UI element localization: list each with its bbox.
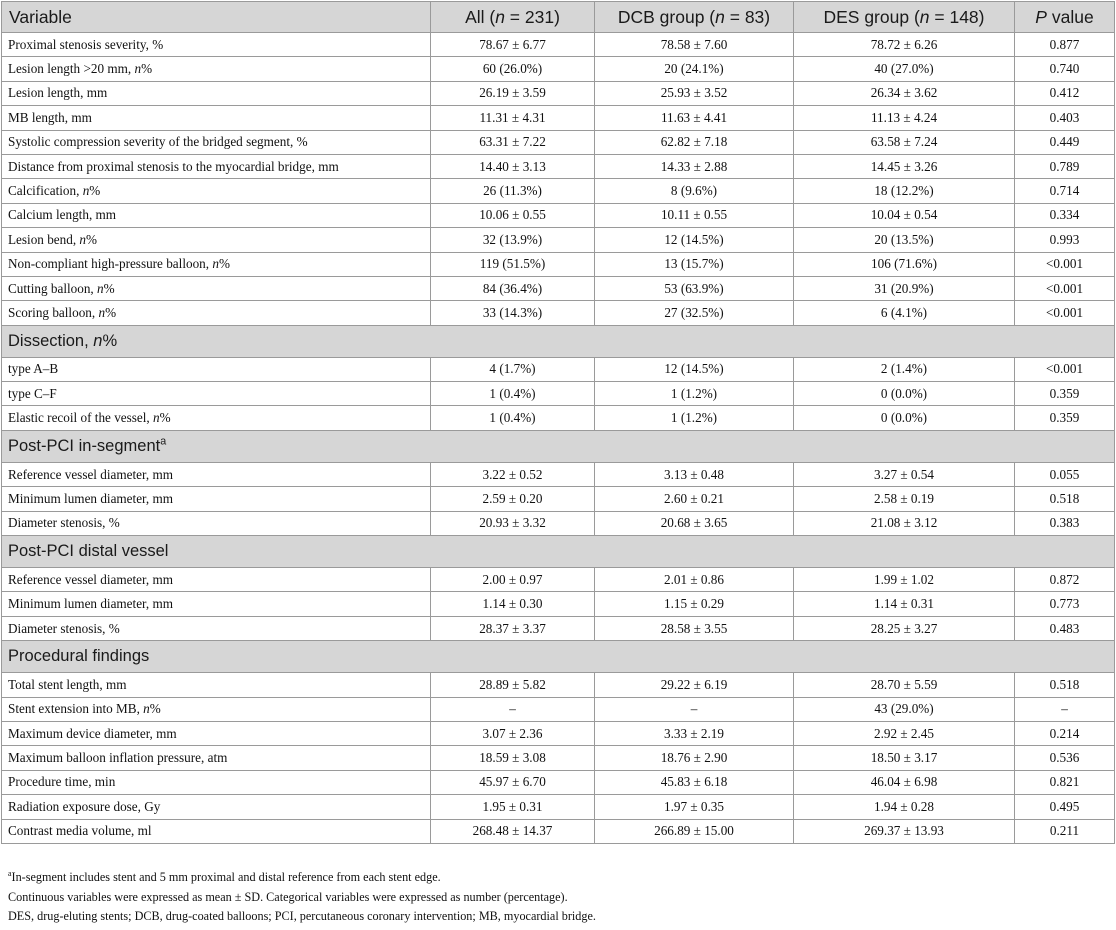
value-all: 18.59 ± 3.08 xyxy=(431,746,595,770)
table-row xyxy=(2,301,1115,325)
variable-label: Calcium length, mm xyxy=(2,203,431,227)
footnote-a: $^a$In-segment includes stent and 5 mm proximal and distal reference from each stent edge. xyxy=(8,868,441,884)
variable-label: Reference vessel diameter, mm xyxy=(2,568,431,592)
variable-label: Minimum lumen diameter, mm xyxy=(2,487,431,511)
value-p: 0.740 xyxy=(1015,57,1115,81)
value-p: 0.211 xyxy=(1015,819,1115,843)
header-all: All (n = 231) xyxy=(431,2,595,33)
section-header-row xyxy=(2,536,1115,568)
value-dcb: 13 (15.7%) xyxy=(595,252,794,276)
table-row xyxy=(2,357,1115,381)
value-all: 3.07 ± 2.36 xyxy=(431,721,595,745)
header-dcb-group: DCB group (n = 83) xyxy=(595,2,794,33)
variable-label: Diameter stenosis, % xyxy=(2,511,431,535)
table-row xyxy=(2,721,1115,745)
variable-label: Elastic recoil of the vessel, n% xyxy=(2,406,431,430)
table-row xyxy=(2,276,1115,300)
value-p: – xyxy=(1015,697,1115,721)
header-des-group: DES group (n = 148) xyxy=(794,2,1015,33)
variable-label: Stent extension into MB, n% xyxy=(2,697,431,721)
value-des: 6 (4.1%) xyxy=(794,301,1015,325)
value-dcb: 18.76 ± 2.90 xyxy=(595,746,794,770)
table-row xyxy=(2,130,1115,154)
variable-label: Maximum device diameter, mm xyxy=(2,721,431,745)
value-all: 2.59 ± 0.20 xyxy=(431,487,595,511)
table-row xyxy=(2,154,1115,178)
value-all: 78.67 ± 6.77 xyxy=(431,33,595,57)
table-row xyxy=(2,252,1115,276)
table-row xyxy=(2,203,1115,227)
value-des: 26.34 ± 3.62 xyxy=(794,81,1015,105)
variable-label: Lesion length, mm xyxy=(2,81,431,105)
value-all: 20.93 ± 3.32 xyxy=(431,511,595,535)
value-dcb: 78.58 ± 7.60 xyxy=(595,33,794,57)
table-row xyxy=(2,228,1115,252)
variable-label: Reference vessel diameter, mm xyxy=(2,462,431,486)
value-all: 11.31 ± 4.31 xyxy=(431,106,595,130)
value-p: 0.359 xyxy=(1015,382,1115,406)
value-all: 63.31 ± 7.22 xyxy=(431,130,595,154)
value-all: 119 (51.5%) xyxy=(431,252,595,276)
value-all: 268.48 ± 14.37 xyxy=(431,819,595,843)
value-all: 4 (1.7%) xyxy=(431,357,595,381)
value-p: 0.449 xyxy=(1015,130,1115,154)
value-p: <0.001 xyxy=(1015,357,1115,381)
section-label: Procedural findings xyxy=(2,641,1115,673)
value-p: 0.383 xyxy=(1015,511,1115,535)
table-row xyxy=(2,33,1115,57)
value-dcb: 62.82 ± 7.18 xyxy=(595,130,794,154)
value-p: <0.001 xyxy=(1015,252,1115,276)
variable-label: Procedure time, min xyxy=(2,770,431,794)
variable-label: Scoring balloon, n% xyxy=(2,301,431,325)
value-dcb: 27 (32.5%) xyxy=(595,301,794,325)
value-des: 11.13 ± 4.24 xyxy=(794,106,1015,130)
value-des: 31 (20.9%) xyxy=(794,276,1015,300)
value-p: <0.001 xyxy=(1015,301,1115,325)
value-des: 78.72 ± 6.26 xyxy=(794,33,1015,57)
value-p: 0.518 xyxy=(1015,487,1115,511)
value-dcb: 1.15 ± 0.29 xyxy=(595,592,794,616)
table-row xyxy=(2,770,1115,794)
results-table xyxy=(1,1,1115,844)
variable-label: Radiation exposure dose, Gy xyxy=(2,795,431,819)
variable-label: Diameter stenosis, % xyxy=(2,616,431,640)
value-des: 1.14 ± 0.31 xyxy=(794,592,1015,616)
value-dcb: 10.11 ± 0.55 xyxy=(595,203,794,227)
value-dcb: 266.89 ± 15.00 xyxy=(595,819,794,843)
value-p: 0.773 xyxy=(1015,592,1115,616)
value-all: 26.19 ± 3.59 xyxy=(431,81,595,105)
value-all: 60 (26.0%) xyxy=(431,57,595,81)
table-row xyxy=(2,382,1115,406)
footnote-abbreviations: DES, drug-eluting stents; DCB, drug-coated balloons; PCI, percutaneous coronary intervention; MB, myocardial bridge. xyxy=(8,909,596,923)
variable-label: Contrast media volume, ml xyxy=(2,819,431,843)
table-header-row xyxy=(2,2,1115,33)
variable-label: Systolic compression severity of the bridged segment, % xyxy=(2,130,431,154)
table-row xyxy=(2,106,1115,130)
variable-label: Distance from proximal stenosis to the myocardial bridge, mm xyxy=(2,154,431,178)
value-des: 106 (71.6%) xyxy=(794,252,1015,276)
value-all: – xyxy=(431,697,595,721)
value-all: 28.37 ± 3.37 xyxy=(431,616,595,640)
table-row xyxy=(2,406,1115,430)
value-p: 0.536 xyxy=(1015,746,1115,770)
value-p: 0.872 xyxy=(1015,568,1115,592)
variable-label: Non-compliant high-pressure balloon, n% xyxy=(2,252,431,276)
variable-label: Total stent length, mm xyxy=(2,673,431,697)
value-dcb: 25.93 ± 3.52 xyxy=(595,81,794,105)
value-des: 63.58 ± 7.24 xyxy=(794,130,1015,154)
value-dcb: 1 (1.2%) xyxy=(595,382,794,406)
table-row xyxy=(2,57,1115,81)
table-row xyxy=(2,81,1115,105)
variable-label: Lesion length >20 mm, n% xyxy=(2,57,431,81)
table-row xyxy=(2,819,1115,843)
value-dcb: 8 (9.6%) xyxy=(595,179,794,203)
value-dcb: 28.58 ± 3.55 xyxy=(595,616,794,640)
header-variable: Variable xyxy=(2,2,431,33)
value-p: 0.412 xyxy=(1015,81,1115,105)
value-p: 0.359 xyxy=(1015,406,1115,430)
value-all: 1 (0.4%) xyxy=(431,382,595,406)
header-p-value: P value xyxy=(1015,2,1115,33)
value-all: 1.95 ± 0.31 xyxy=(431,795,595,819)
value-all: 33 (14.3%) xyxy=(431,301,595,325)
value-des: 20 (13.5%) xyxy=(794,228,1015,252)
value-p: 0.403 xyxy=(1015,106,1115,130)
value-dcb: 45.83 ± 6.18 xyxy=(595,770,794,794)
value-des: 40 (27.0%) xyxy=(794,57,1015,81)
table-row xyxy=(2,697,1115,721)
value-all: 10.06 ± 0.55 xyxy=(431,203,595,227)
value-des: 28.25 ± 3.27 xyxy=(794,616,1015,640)
value-p: 0.821 xyxy=(1015,770,1115,794)
value-des: 269.37 ± 13.93 xyxy=(794,819,1015,843)
table-footnotes xyxy=(8,868,596,927)
table-row xyxy=(2,487,1115,511)
value-des: 1.99 ± 1.02 xyxy=(794,568,1015,592)
section-header-row xyxy=(2,325,1115,357)
value-p: 0.495 xyxy=(1015,795,1115,819)
value-p: 0.714 xyxy=(1015,179,1115,203)
value-dcb: 11.63 ± 4.41 xyxy=(595,106,794,130)
value-p: 0.214 xyxy=(1015,721,1115,745)
value-dcb: 12 (14.5%) xyxy=(595,228,794,252)
value-dcb: 29.22 ± 6.19 xyxy=(595,673,794,697)
value-dcb: 3.13 ± 0.48 xyxy=(595,462,794,486)
value-des: 2 (1.4%) xyxy=(794,357,1015,381)
value-des: 14.45 ± 3.26 xyxy=(794,154,1015,178)
value-des: 43 (29.0%) xyxy=(794,697,1015,721)
table-row xyxy=(2,592,1115,616)
table-row xyxy=(2,179,1115,203)
table-row xyxy=(2,795,1115,819)
value-p: 0.334 xyxy=(1015,203,1115,227)
value-des: 2.58 ± 0.19 xyxy=(794,487,1015,511)
variable-label: type C–F xyxy=(2,382,431,406)
value-des: 18.50 ± 3.17 xyxy=(794,746,1015,770)
value-des: 0 (0.0%) xyxy=(794,406,1015,430)
value-dcb: 3.33 ± 2.19 xyxy=(595,721,794,745)
table-row xyxy=(2,616,1115,640)
value-des: 3.27 ± 0.54 xyxy=(794,462,1015,486)
value-des: 28.70 ± 5.59 xyxy=(794,673,1015,697)
value-des: 0 (0.0%) xyxy=(794,382,1015,406)
table-row xyxy=(2,568,1115,592)
value-dcb: 14.33 ± 2.88 xyxy=(595,154,794,178)
value-p: 0.055 xyxy=(1015,462,1115,486)
value-des: 1.94 ± 0.28 xyxy=(794,795,1015,819)
value-all: 14.40 ± 3.13 xyxy=(431,154,595,178)
section-label: Post-PCI in-segment$^a$ xyxy=(2,430,1115,462)
variable-label: Lesion bend, n% xyxy=(2,228,431,252)
value-des: 21.08 ± 3.12 xyxy=(794,511,1015,535)
value-dcb: 2.01 ± 0.86 xyxy=(595,568,794,592)
variable-label: Minimum lumen diameter, mm xyxy=(2,592,431,616)
value-des: 18 (12.2%) xyxy=(794,179,1015,203)
value-p: 0.789 xyxy=(1015,154,1115,178)
value-p: 0.993 xyxy=(1015,228,1115,252)
table-body xyxy=(2,33,1115,844)
value-dcb: 12 (14.5%) xyxy=(595,357,794,381)
value-dcb: 53 (63.9%) xyxy=(595,276,794,300)
value-p: 0.518 xyxy=(1015,673,1115,697)
value-dcb: – xyxy=(595,697,794,721)
value-dcb: 20.68 ± 3.65 xyxy=(595,511,794,535)
value-dcb: 2.60 ± 0.21 xyxy=(595,487,794,511)
section-header-row xyxy=(2,641,1115,673)
footnote-continuous: Continuous variables were expressed as mean ± SD. Categorical variables were expressed as number (percentage). xyxy=(8,889,568,904)
value-p: <0.001 xyxy=(1015,276,1115,300)
table-row xyxy=(2,673,1115,697)
value-all: 1 (0.4%) xyxy=(431,406,595,430)
value-p: 0.877 xyxy=(1015,33,1115,57)
variable-label: Calcification, n% xyxy=(2,179,431,203)
value-all: 1.14 ± 0.30 xyxy=(431,592,595,616)
variable-label: MB length, mm xyxy=(2,106,431,130)
value-des: 10.04 ± 0.54 xyxy=(794,203,1015,227)
variable-label: Cutting balloon, n% xyxy=(2,276,431,300)
value-des: 2.92 ± 2.45 xyxy=(794,721,1015,745)
value-all: 26 (11.3%) xyxy=(431,179,595,203)
value-p: 0.483 xyxy=(1015,616,1115,640)
value-all: 32 (13.9%) xyxy=(431,228,595,252)
value-des: 46.04 ± 6.98 xyxy=(794,770,1015,794)
value-all: 2.00 ± 0.97 xyxy=(431,568,595,592)
value-all: 45.97 ± 6.70 xyxy=(431,770,595,794)
value-dcb: 20 (24.1%) xyxy=(595,57,794,81)
table-row xyxy=(2,462,1115,486)
value-all: 28.89 ± 5.82 xyxy=(431,673,595,697)
table-row xyxy=(2,746,1115,770)
value-dcb: 1 (1.2%) xyxy=(595,406,794,430)
section-label: Post-PCI distal vessel xyxy=(2,536,1115,568)
value-all: 3.22 ± 0.52 xyxy=(431,462,595,486)
variable-label: Maximum balloon inflation pressure, atm xyxy=(2,746,431,770)
variable-label: type A–B xyxy=(2,357,431,381)
section-header-row xyxy=(2,430,1115,462)
value-all: 84 (36.4%) xyxy=(431,276,595,300)
section-label: Dissection, n% xyxy=(2,325,1115,357)
table-row xyxy=(2,511,1115,535)
value-dcb: 1.97 ± 0.35 xyxy=(595,795,794,819)
variable-label: Proximal stenosis severity, % xyxy=(2,33,431,57)
